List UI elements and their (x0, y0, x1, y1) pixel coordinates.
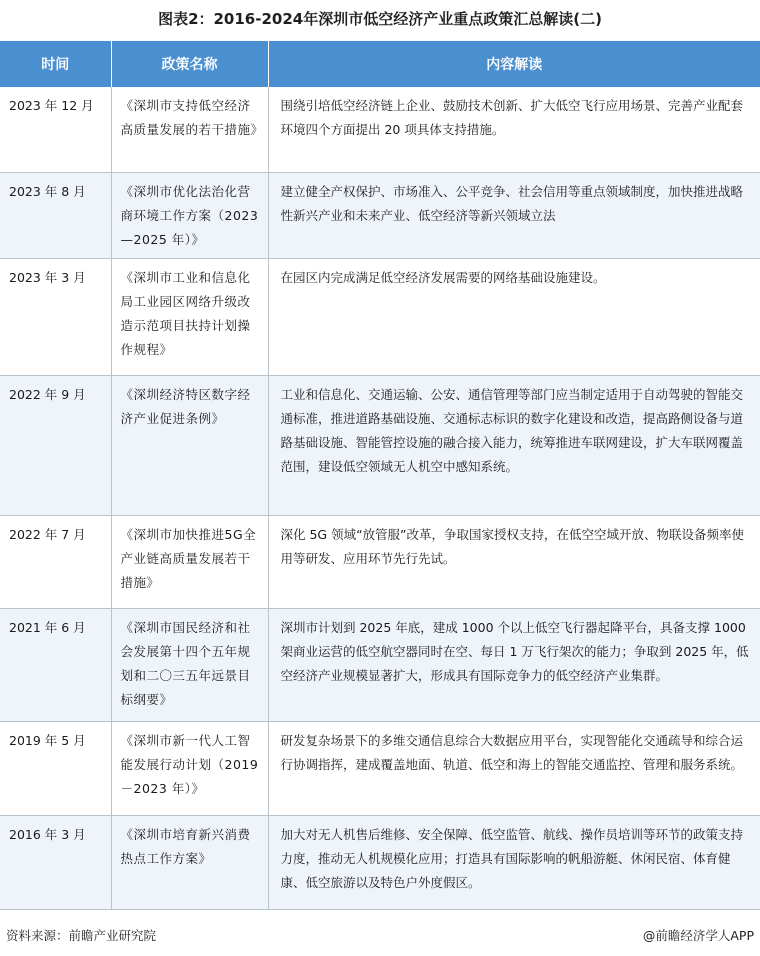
chart-title: 图表2：2016-2024年深圳市低空经济产业重点政策汇总解读(二) (158, 10, 602, 28)
row-description: 建立健全产权保护、市场准入、公平竞争、社会信用等重点领域制度，加快推进战略性新兴产业和未来产业、低空经济等新兴领域立法 (268, 172, 760, 258)
column-header-policy-name: 政策名称 (111, 41, 268, 87)
row-description: 工业和信息化、交通运输、公安、通信管理等部门应当制定适用于自动驾驶的智能交通标准，推进道路基础设施、交通标志标识的数字化建设和改造，提高路侧设备与道路基础设施、智能管控设施的融合接入能力，统筹推进车联网建设，扩大车联网覆盖范围，建设低空领域无人机空中感知系统。 (268, 375, 760, 515)
table-row (0, 172, 760, 258)
row-policy-name: 《深圳市优化法治化营商环境工作方案（2023—2025 年）》 (111, 172, 268, 258)
table-header-row (0, 41, 760, 87)
row-policy-name: 《深圳市支持低空经济高质量发展的若干措施》 (111, 87, 268, 172)
row-description: 加大对无人机售后维修、安全保障、低空监管、航线、操作员培训等环节的政策支持力度，推动无人机规模化应用；打造具有国际影响的帆船游艇、休闲民宿、体育健康、低空旅游以及特色户外度假区。 (268, 815, 760, 909)
row-date: 2023 年 8 月 (0, 172, 111, 258)
row-description: 深圳市计划到 2025 年底，建成 1000 个以上低空飞行器起降平台，具备支撑 1000 架商业运营的低空航空器同时在空、每日 1 万飞行架次的能力；争取到 2025 年，低空经济产业规模显著扩大，形成具有国际竞争力的低空经济产业集群。 (268, 608, 760, 721)
row-policy-name: 《深圳经济特区数字经济产业促进条例》 (111, 375, 268, 515)
credit-note: @前瞻经济学人APP (642, 928, 754, 943)
table-row (0, 608, 760, 721)
row-policy-name: 《深圳市加快推进5G全产业链高质量发展若干措施》 (111, 515, 268, 608)
row-policy-name: 《深圳市国民经济和社会发展第十四个五年规划和二〇三五年远景目标纲要》 (111, 608, 268, 721)
table-row (0, 721, 760, 815)
policy-table (0, 41, 760, 910)
row-date: 2023 年 12 月 (0, 87, 111, 172)
row-date: 2021 年 6 月 (0, 608, 111, 721)
row-date: 2022 年 9 月 (0, 375, 111, 515)
row-policy-name: 《深圳市新一代人工智能发展行动计划（2019－2023 年）》 (111, 721, 268, 815)
row-description: 深化 5G 领域“放管服”改革，争取国家授权支持，在低空空域开放、物联设备频率使用等研发、应用环节先行先试。 (268, 515, 760, 608)
column-header-content: 内容解读 (268, 41, 760, 87)
row-description: 围绕引培低空经济链上企业、鼓励技术创新、扩大低空飞行应用场景、完善产业配套环境四个方面提出 20 项具体支持措施。 (268, 87, 760, 172)
row-description: 在园区内完成满足低空经济发展需要的网络基础设施建设。 (268, 258, 760, 375)
row-policy-name: 《深圳市工业和信息化局工业园区网络升级改造示范项目扶持计划操作规程》 (111, 258, 268, 375)
table-row (0, 815, 760, 909)
table-row (0, 375, 760, 515)
table-row (0, 87, 760, 172)
row-date: 2022 年 7 月 (0, 515, 111, 608)
table-row (0, 258, 760, 375)
row-description: 研发复杂场景下的多维交通信息综合大数据应用平台，实现智能化交通疏导和综合运行协调指挥，建成覆盖地面、轨道、低空和海上的智能交通监控、管理和服务系统。 (268, 721, 760, 815)
table-row (0, 515, 760, 608)
row-policy-name: 《深圳市培育新兴消费热点工作方案》 (111, 815, 268, 909)
row-date: 2023 年 3 月 (0, 258, 111, 375)
source-note: 资料来源：前瞻产业研究院 (6, 928, 157, 943)
column-header-time: 时间 (0, 41, 111, 87)
row-date: 2016 年 3 月 (0, 815, 111, 909)
row-date: 2019 年 5 月 (0, 721, 111, 815)
